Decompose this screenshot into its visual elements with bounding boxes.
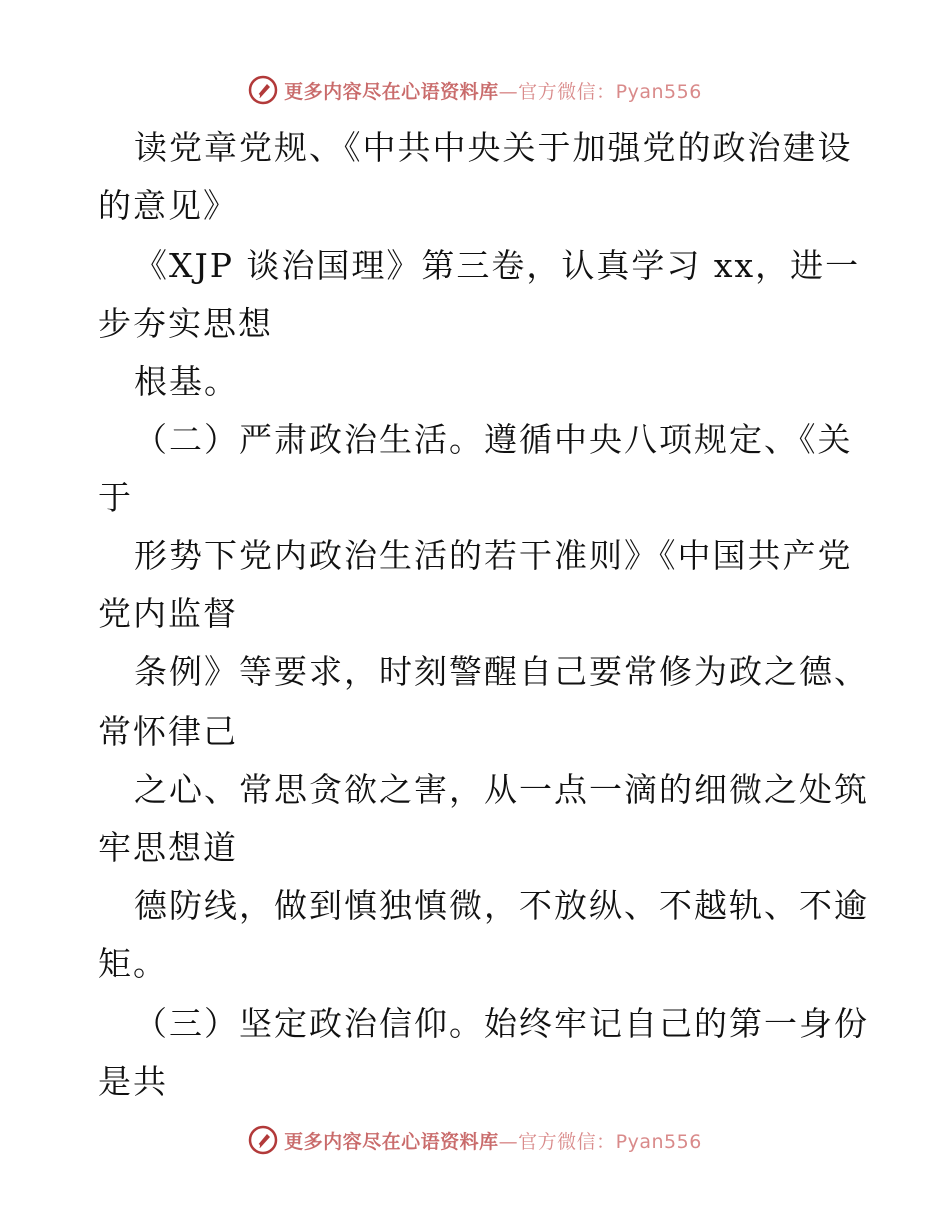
footer-banner	[0, 1120, 950, 1160]
footer-banner-wechat: —官方微信：Pyan556	[498, 1130, 702, 1153]
text-line: 德防线，做到慎独慎微，不放纵、不越轨、不逾	[134, 886, 869, 925]
text-line: 党内监督	[98, 594, 238, 633]
footer-banner-title: 更多内容尽在心语资料库	[284, 1130, 499, 1153]
header-banner-title: 更多内容尽在心语资料库	[284, 80, 499, 103]
pen-nib-logo-icon	[248, 1125, 278, 1155]
text-line: 矩。	[98, 944, 168, 983]
text-line: 读党章党规、《中共中央关于加强党的政治建设	[134, 128, 853, 167]
text-line: 条例》等要求，时刻警醒自己要常修为政之德、	[134, 652, 869, 691]
text-line: 步夯实思想	[98, 304, 273, 343]
pen-nib-logo-icon	[248, 75, 278, 105]
text-line: （三）坚定政治信仰。始终牢记自己的第一身份	[134, 1004, 869, 1043]
header-banner-wechat: —官方微信：Pyan556	[498, 80, 702, 103]
text-line: 之心、常思贪欲之害，从一点一滴的细微之处筑	[134, 770, 869, 809]
header-banner-text	[284, 77, 702, 104]
text-line: （二）严肃政治生活。遵循中央八项规定、《关	[134, 420, 853, 459]
text-line: 《XJP 谈治国理》第三卷，认真学习 xx，进一	[134, 246, 861, 285]
text-line: 牢思想道	[98, 828, 238, 867]
footer-banner-text	[284, 1127, 702, 1154]
text-line: 根基。	[134, 362, 239, 401]
text-line: 形势下党内政治生活的若干准则》《中国共产党	[134, 536, 853, 575]
text-line: 是共	[98, 1062, 168, 1101]
text-line: 于	[98, 478, 133, 517]
text-line: 常怀律己	[98, 712, 238, 751]
text-line: 的意见》	[98, 186, 238, 225]
header-banner	[0, 70, 950, 110]
